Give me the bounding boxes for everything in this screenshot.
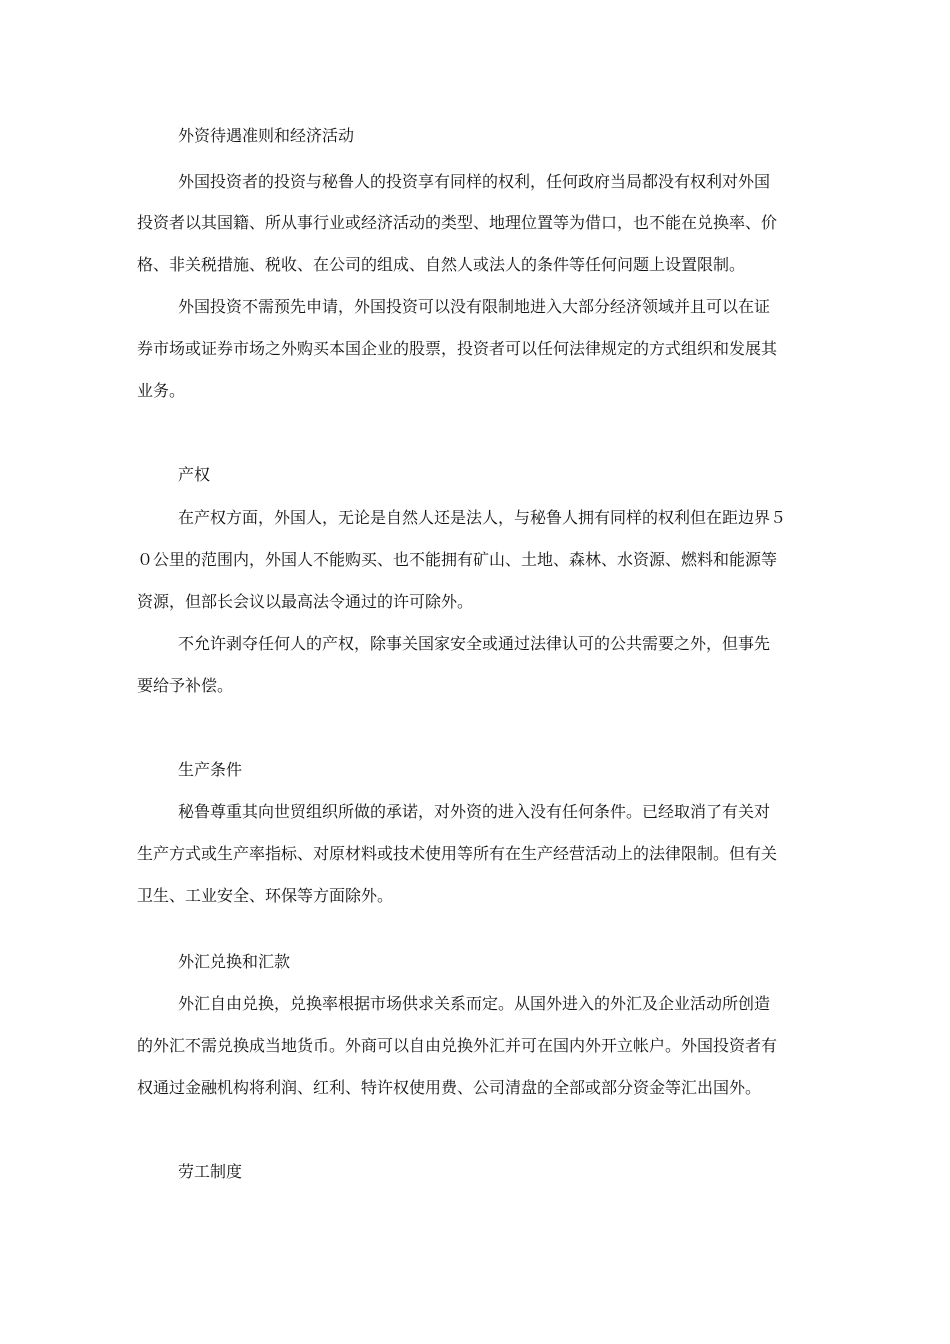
section-heading: 劳工制度 xyxy=(178,1162,243,1181)
paragraph-line: 外国投资不需预先申请，外国投资可以没有限制地进入大部分经济领域并且可以在证 xyxy=(178,297,771,316)
paragraph-line: 业务。 xyxy=(137,381,186,400)
paragraph-line: 权通过金融机构将利润、红利、特许权使用费、公司清盘的全部或部分资金等汇出国外。 xyxy=(137,1078,762,1097)
paragraph-line: 生产方式或生产率指标、对原材料或技术使用等所有在生产经营活动上的法律限制。但有关 xyxy=(137,844,778,863)
paragraph-line: 格、非关税措施、税收、在公司的组成、自然人或法人的条件等任何问题上设置限制。 xyxy=(137,255,746,274)
paragraph-line: 资源，但部长会议以最高法令通过的许可除外。 xyxy=(137,592,474,611)
section-heading: 生产条件 xyxy=(178,760,243,779)
paragraph-line: 要给予补偿。 xyxy=(137,676,234,695)
paragraph-line: 卫生、工业安全、环保等方面除外。 xyxy=(137,886,394,905)
section-heading: 外资待遇准则和经济活动 xyxy=(178,126,355,145)
section-heading: 外汇兑换和汇款 xyxy=(178,952,291,971)
paragraph-line: 秘鲁尊重其向世贸组织所做的承诺，对外资的进入没有任何条件。已经取消了有关对 xyxy=(178,802,771,821)
paragraph-line: 在产权方面，外国人，无论是自然人还是法人，与秘鲁人拥有同样的权利但在距边界５ xyxy=(178,508,787,527)
paragraph-line: 外国投资者的投资与秘鲁人的投资享有同样的权利，任何政府当局都没有权利对外国 xyxy=(178,172,771,191)
paragraph-line: 的外汇不需兑换成当地货币。外商可以自由兑换外汇并可在国内外开立帐户。外国投资者有 xyxy=(137,1036,778,1055)
paragraph-line: 券市场或证券市场之外购买本国企业的股票，投资者可以任何法律规定的方式组织和发展其 xyxy=(137,339,778,358)
paragraph-line: 不允许剥夺任何人的产权，除事关国家安全或通过法律认可的公共需要之外，但事先 xyxy=(178,634,771,653)
paragraph-line: 外汇自由兑换，兑换率根据市场供求关系而定。从国外进入的外汇及企业活动所创造 xyxy=(178,994,771,1013)
paragraph-line: ０公里的范围内，外国人不能购买、也不能拥有矿山、土地、森林、水资源、燃料和能源等 xyxy=(137,550,778,569)
paragraph-line: 投资者以其国籍、所从事行业或经济活动的类型、地理位置等为借口，也不能在兑换率、价 xyxy=(137,213,778,232)
section-heading: 产权 xyxy=(178,465,211,484)
